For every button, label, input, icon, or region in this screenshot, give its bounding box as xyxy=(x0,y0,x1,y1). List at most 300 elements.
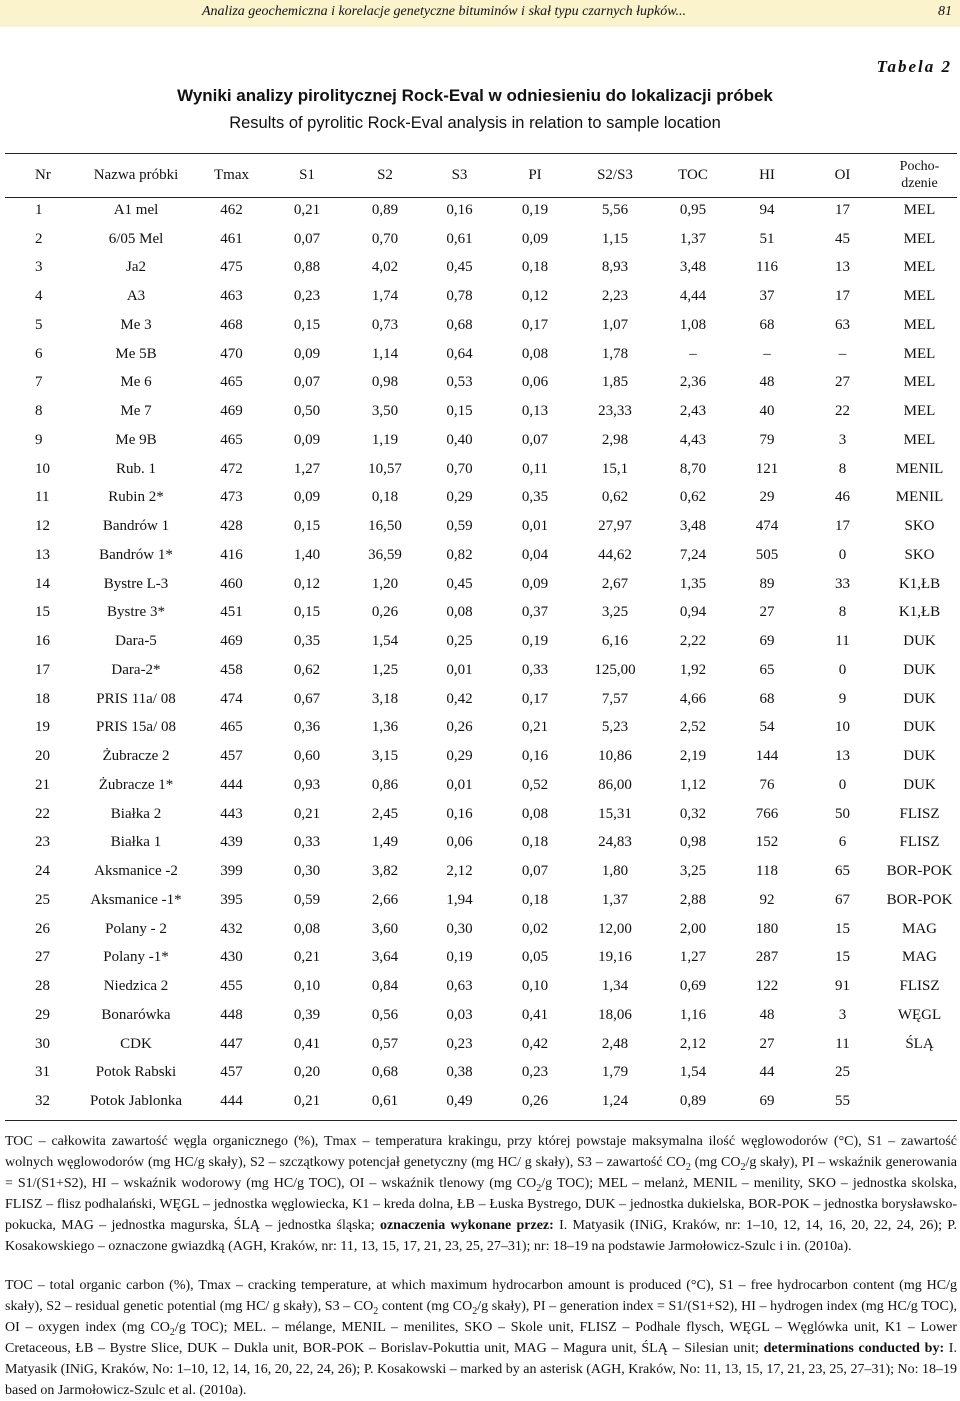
column-header-origin: Pocho- dzenie xyxy=(899,159,940,191)
cell-toc: 7,24 xyxy=(679,546,707,563)
cell-sample-name: Żubracze 2 xyxy=(102,748,170,765)
table-row xyxy=(5,886,957,915)
cell-origin: MEL xyxy=(903,374,936,391)
cell-s3: 0,08 xyxy=(446,604,473,621)
cell-nr: 4 xyxy=(35,288,43,305)
cell-toc: 2,36 xyxy=(679,374,707,391)
cell-sample-name: Potok Rabski xyxy=(95,1064,177,1081)
cell-origin: MENIL xyxy=(895,460,944,477)
cell-s2-s3: 1,07 xyxy=(601,316,629,333)
cell-s2-s3: 15,1 xyxy=(601,460,629,477)
cell-s1: 0,39 xyxy=(293,1006,321,1023)
cell-s2-s3: 2,48 xyxy=(601,1035,629,1052)
cell-origin: SKO xyxy=(904,518,935,535)
cell-s3: 0,29 xyxy=(446,748,473,765)
cell-s2-s3: 44,62 xyxy=(598,546,632,563)
cell-s1: 0,21 xyxy=(293,805,321,822)
cell-s1: 0,09 xyxy=(293,489,321,506)
cell-s1: 0,67 xyxy=(293,690,321,707)
cell-origin: MEL xyxy=(903,403,936,420)
cell-origin: MEL xyxy=(903,259,936,276)
cell-toc: 0,69 xyxy=(679,978,707,995)
cell-origin: BOR-POK xyxy=(886,891,953,908)
table-row xyxy=(5,254,957,283)
cell-toc: 4,43 xyxy=(679,431,707,448)
cell-hi: 48 xyxy=(759,374,775,391)
cell-oi: 65 xyxy=(835,863,850,880)
cell-s1: 1,40 xyxy=(293,546,321,563)
cell-nr: 2 xyxy=(35,230,43,247)
cell-tmax: 474 xyxy=(220,690,243,707)
cell-tmax: 455 xyxy=(220,978,243,995)
cell-s3: 0,16 xyxy=(446,201,473,218)
cell-s1: 0,50 xyxy=(293,403,321,420)
cell-oi: 8 xyxy=(838,460,847,477)
cell-tmax: 416 xyxy=(220,546,243,563)
cell-oi: – xyxy=(838,345,847,362)
cell-pi: 0,04 xyxy=(521,546,549,563)
cell-hi: 51 xyxy=(759,230,775,247)
table-bottom-rule xyxy=(5,1120,957,1121)
cell-toc: 0,62 xyxy=(679,489,707,506)
cell-origin: MAG xyxy=(901,949,937,966)
cell-pi: 0,18 xyxy=(521,259,549,276)
cell-s1: 0,15 xyxy=(293,316,321,333)
cell-origin: MENIL xyxy=(895,489,944,506)
cell-oi: 11 xyxy=(835,633,850,650)
cell-nr: 27 xyxy=(35,949,50,966)
cell-hi: 29 xyxy=(759,489,775,506)
table-row xyxy=(5,282,957,311)
cell-s1: 0,10 xyxy=(293,978,321,995)
cell-toc: 0,89 xyxy=(679,1093,707,1110)
cell-sample-name: Rub. 1 xyxy=(115,460,156,477)
cell-s1: 0,60 xyxy=(293,748,321,765)
cell-toc: 2,52 xyxy=(679,719,707,736)
cell-sample-name: 6/05 Mel xyxy=(108,230,164,247)
column-header-sample-name: Nazwa próbki xyxy=(93,166,179,183)
column-header-s3: S3 xyxy=(451,166,468,183)
cell-s3: 0,29 xyxy=(446,489,473,506)
cell-oi: 17 xyxy=(835,288,850,305)
cell-s2: 1,25 xyxy=(371,661,399,678)
cell-oi: 91 xyxy=(835,978,850,995)
table-label: Tabela 2 xyxy=(876,57,952,76)
cell-oi: 15 xyxy=(835,920,850,937)
cell-s2: 16,50 xyxy=(368,518,402,535)
cell-toc: 4,44 xyxy=(679,288,707,305)
cell-origin xyxy=(882,1059,957,1088)
cell-s3: 0,70 xyxy=(446,460,473,477)
cell-hi: 69 xyxy=(759,1093,775,1110)
cell-origin: FLISZ xyxy=(899,834,940,851)
table-title-english: Results of pyrolitic Rock-Eval analysis in relation to sample location xyxy=(229,114,721,132)
cell-s2: 3,60 xyxy=(371,920,399,937)
cell-hi: 92 xyxy=(759,891,775,908)
cell-s2: 1,54 xyxy=(371,633,399,650)
cell-hi: 69 xyxy=(759,633,775,650)
cell-s3: 0,61 xyxy=(446,230,473,247)
cell-tmax: 432 xyxy=(220,920,243,937)
cell-hi: 54 xyxy=(759,719,775,736)
cell-oi: 10 xyxy=(835,719,850,736)
cell-s2: 1,20 xyxy=(371,575,399,592)
cell-s1: 0,09 xyxy=(293,431,321,448)
cell-tmax: 468 xyxy=(220,316,243,333)
cell-nr: 16 xyxy=(35,633,50,650)
cell-origin: FLISZ xyxy=(899,805,940,822)
cell-origin: DUK xyxy=(903,661,936,678)
page-number: 81 xyxy=(938,4,952,19)
cell-hi: 474 xyxy=(755,518,779,535)
cell-hi: 94 xyxy=(759,201,775,218)
cell-oi: 13 xyxy=(835,259,850,276)
cell-tmax: 399 xyxy=(220,863,243,880)
cell-s2: 0,70 xyxy=(371,230,399,247)
cell-s1: 0,15 xyxy=(293,518,321,535)
cell-sample-name: A3 xyxy=(126,288,146,305)
cell-s2-s3: 1,79 xyxy=(601,1064,629,1081)
cell-s1: 0,15 xyxy=(293,604,321,621)
cell-toc: 1,12 xyxy=(679,776,707,793)
cell-oi: 0 xyxy=(838,661,847,678)
cell-s2: 1,49 xyxy=(371,834,399,851)
cell-toc: 3,48 xyxy=(679,518,707,535)
cell-nr: 23 xyxy=(35,834,50,851)
cell-sample-name: Me 3 xyxy=(120,316,152,333)
cell-toc: 1,92 xyxy=(679,661,707,678)
cell-hi: 79 xyxy=(759,431,775,448)
cell-tmax: 448 xyxy=(220,1006,243,1023)
cell-sample-name: Bystre 3* xyxy=(107,604,165,621)
cell-s3: 0,45 xyxy=(446,575,473,592)
table-row xyxy=(5,426,957,455)
cell-sample-name: Ja2 xyxy=(126,259,146,276)
cell-pi: 0,35 xyxy=(521,489,549,506)
cell-toc: 2,88 xyxy=(679,891,707,908)
cell-toc: 4,66 xyxy=(679,690,707,707)
cell-nr: 28 xyxy=(35,978,50,995)
cell-sample-name: Aksmanice -2 xyxy=(94,863,178,880)
cell-tmax: 463 xyxy=(220,288,243,305)
cell-s1: 0,30 xyxy=(293,863,321,880)
cell-s2-s3: 12,00 xyxy=(598,920,632,937)
cell-s3: 2,12 xyxy=(446,863,473,880)
cell-tmax: 457 xyxy=(220,748,243,765)
cell-s3: 0,45 xyxy=(446,259,473,276)
cell-s1: 0,23 xyxy=(293,288,321,305)
cell-s3: 0,59 xyxy=(446,518,473,535)
cell-s2-s3: 1,15 xyxy=(601,230,629,247)
cell-sample-name: Białka 2 xyxy=(110,805,162,822)
legend-english: TOC – total organic carbon (%), Tmax – cracking temperature, at which maximum hydrocarbon amount is produced (°C), S1 – free hydrocarbon content (mg HC/g skały), S2 – residual genetic potential (mg HC/ g skały), $S3 - CO_2$ content (mg $CO_2/g$ skały), PI – generation index = S1/(S1+S2), HI – hydrogen index (mg HC/g TOC), OI – oxygen index (mg $CO_2/g$ TOC); MEL. – mélange, MENIL – menilites, SKO – Skole unit, FLISZ – Podhale flysch, WĘGL – Węglówka unit, K1 – Lower Cretaceous, ŁB – Bystre Slice, DUK – Dukla unit, BOR-POK – Borislav-Pokuttia unit, MAG – Magura unit, ŚLĄ – Silesian unit; determinations conducted by: I. Matyasik (INiG, Kraków, No: 1–10, 12, 14, 16, 20, 22, 24, 26); P. Kosakowski – marked by an asterisk (AGH, Kraków, No: 11, 13, 15, 17, 21, 23, 25, 27–31); No: 18–19 based on Jarmołowicz-Szulc et al. (2010a). xyxy=(5,1278,957,1398)
cell-tmax: 430 xyxy=(220,949,243,966)
cell-sample-name: Białka 1 xyxy=(110,834,162,851)
cell-sample-name: Dara-5 xyxy=(115,633,157,650)
cell-s2-s3: 5,23 xyxy=(601,719,629,736)
cell-origin: DUK xyxy=(903,690,936,707)
cell-toc: 1,16 xyxy=(679,1006,707,1023)
running-header xyxy=(0,0,960,27)
cell-s2: 3,64 xyxy=(371,949,399,966)
cell-oi: 9 xyxy=(838,690,847,707)
cell-oi: 17 xyxy=(835,518,850,535)
cell-s1: 0,35 xyxy=(293,633,321,650)
cell-sample-name: CDK xyxy=(120,1035,152,1052)
cell-pi: 0,33 xyxy=(521,661,549,678)
cell-hi: 122 xyxy=(755,978,779,995)
cell-s2: 0,86 xyxy=(371,776,399,793)
cell-s2: 3,82 xyxy=(371,863,399,880)
cell-tmax: 470 xyxy=(220,345,243,362)
table-row xyxy=(5,944,957,973)
cell-toc: 1,37 xyxy=(679,230,707,247)
cell-toc: 0,94 xyxy=(679,604,707,621)
cell-sample-name: Bystre L-3 xyxy=(103,575,169,592)
table-header-row xyxy=(5,154,957,196)
cell-sample-name: Me 5B xyxy=(115,345,157,362)
cell-nr: 22 xyxy=(35,805,50,822)
cell-s1: 0,62 xyxy=(293,661,321,678)
cell-nr: 26 xyxy=(35,920,50,937)
cell-oi: 45 xyxy=(835,230,850,247)
cell-oi: 25 xyxy=(835,1064,850,1081)
table-row xyxy=(5,972,957,1001)
cell-pi: 0,52 xyxy=(521,776,549,793)
cell-hi: 152 xyxy=(755,834,779,851)
cell-origin: K1,ŁB xyxy=(898,575,941,592)
cell-pi: 0,12 xyxy=(521,288,549,305)
cell-hi: 89 xyxy=(759,575,775,592)
cell-pi: 0,21 xyxy=(521,719,549,736)
cell-pi: 0,18 xyxy=(521,891,549,908)
cell-oi: 50 xyxy=(835,805,850,822)
cell-s1: 0,21 xyxy=(293,1093,321,1110)
cell-sample-name: Me 6 xyxy=(120,374,152,391)
cell-nr: 19 xyxy=(35,719,50,736)
cell-toc: 1,35 xyxy=(679,575,707,592)
cell-s2-s3: 1,37 xyxy=(601,891,629,908)
cell-s2-s3: 5,56 xyxy=(601,201,629,218)
cell-tmax: 469 xyxy=(220,633,243,650)
cell-sample-name: Me 9B xyxy=(115,431,157,448)
table-row xyxy=(5,800,957,829)
cell-pi: 0,10 xyxy=(521,978,549,995)
cell-s2-s3: 7,57 xyxy=(601,690,629,707)
cell-s2: 10,57 xyxy=(368,460,402,477)
cell-origin: ŚLĄ xyxy=(905,1035,934,1052)
cell-s2-s3: 1,85 xyxy=(601,374,629,391)
cell-oi: 22 xyxy=(835,403,850,420)
cell-s2-s3: 6,16 xyxy=(601,633,629,650)
cell-s2: 0,89 xyxy=(371,201,399,218)
cell-sample-name: PRIS 11a/ 08 xyxy=(96,690,176,707)
cell-origin: DUK xyxy=(903,776,936,793)
table-row xyxy=(5,225,957,254)
cell-sample-name: Dara-2* xyxy=(111,661,161,678)
cell-s2-s3: 15,31 xyxy=(598,805,632,822)
cell-sample-name: A1 mel xyxy=(113,201,159,218)
cell-oi: 55 xyxy=(835,1093,850,1110)
cell-pi: 0,18 xyxy=(521,834,549,851)
cell-tmax: 451 xyxy=(220,604,243,621)
cell-origin: WĘGL xyxy=(897,1006,942,1023)
cell-toc: 2,00 xyxy=(679,920,707,937)
cell-nr: 17 xyxy=(35,661,50,678)
cell-s3: 0,49 xyxy=(446,1093,473,1110)
cell-origin: MEL xyxy=(903,431,936,448)
cell-pi: 0,13 xyxy=(521,403,549,420)
cell-sample-name: Aksmanice -1* xyxy=(90,891,182,908)
cell-pi: 0,17 xyxy=(521,690,549,707)
cell-s2-s3: 2,23 xyxy=(601,288,629,305)
cell-sample-name: Niedzica 2 xyxy=(103,978,169,995)
cell-origin: BOR-POK xyxy=(886,863,953,880)
cell-nr: 8 xyxy=(35,403,43,420)
cell-nr: 25 xyxy=(35,891,50,908)
cell-oi: 8 xyxy=(838,604,847,621)
cell-oi: 13 xyxy=(835,748,850,765)
cell-s2: 0,84 xyxy=(371,978,399,995)
table-row xyxy=(5,714,957,743)
running-title: Analiza geochemiczna i korelacje genetyczne bituminów i skał typu czarnych łupków... xyxy=(202,4,687,19)
cell-s3: 0,23 xyxy=(446,1035,473,1052)
cell-origin: MEL xyxy=(903,316,936,333)
cell-s3: 0,01 xyxy=(446,661,473,678)
cell-s2: 0,57 xyxy=(371,1035,399,1052)
cell-tmax: 473 xyxy=(220,489,243,506)
cell-toc: 2,22 xyxy=(679,633,707,650)
cell-oi: 0 xyxy=(838,546,847,563)
cell-pi: 0,07 xyxy=(521,863,549,880)
cell-pi: 0,16 xyxy=(521,748,549,765)
cell-tmax: 475 xyxy=(220,259,243,276)
cell-hi: 766 xyxy=(755,805,779,822)
cell-s2: 0,98 xyxy=(371,374,399,391)
cell-s3: 0,68 xyxy=(446,316,473,333)
cell-s2-s3: 18,06 xyxy=(598,1006,632,1023)
cell-tmax: 444 xyxy=(220,776,243,793)
cell-sample-name: PRIS 15a/ 08 xyxy=(95,719,176,736)
cell-pi: 0,19 xyxy=(521,201,549,218)
cell-toc: 0,95 xyxy=(679,201,707,218)
cell-pi: 0,26 xyxy=(521,1093,549,1110)
cell-pi: 0,37 xyxy=(521,604,549,621)
cell-pi: 0,05 xyxy=(521,949,549,966)
cell-tmax: 465 xyxy=(220,431,243,448)
table-row xyxy=(5,455,957,484)
cell-oi: 15 xyxy=(835,949,850,966)
cell-pi: 0,11 xyxy=(522,460,548,477)
cell-tmax: 428 xyxy=(220,518,243,535)
cell-s2-s3: 27,97 xyxy=(598,518,632,535)
cell-origin: SKO xyxy=(904,546,935,563)
table-row xyxy=(5,196,957,225)
cell-s2: 36,59 xyxy=(368,546,402,563)
cell-s3: 0,06 xyxy=(446,834,473,851)
column-header-s1: S1 xyxy=(299,166,315,183)
cell-hi: 65 xyxy=(759,661,775,678)
cell-s1: 0,21 xyxy=(293,949,321,966)
cell-oi: 27 xyxy=(835,374,850,391)
cell-s3: 0,53 xyxy=(446,374,473,391)
cell-s2: 3,18 xyxy=(371,690,399,707)
table-row xyxy=(5,599,957,628)
cell-s2-s3: 19,16 xyxy=(598,949,632,966)
cell-hi: 40 xyxy=(759,403,775,420)
column-header-oi: OI xyxy=(834,166,851,183)
table-row xyxy=(5,1087,957,1116)
cell-tmax: 462 xyxy=(220,201,243,218)
table-body xyxy=(5,196,957,1116)
cell-s1: 0,12 xyxy=(293,575,321,592)
cell-origin: MAG xyxy=(901,920,937,937)
table-row xyxy=(5,1001,957,1030)
table-row xyxy=(5,829,957,858)
table-row xyxy=(5,627,957,656)
cell-pi: 0,09 xyxy=(521,575,549,592)
cell-oi: 67 xyxy=(835,891,850,908)
cell-oi: 11 xyxy=(835,1035,850,1052)
cell-toc: 1,54 xyxy=(679,1064,707,1081)
cell-s3: 0,16 xyxy=(446,805,473,822)
cell-nr: 9 xyxy=(35,431,43,448)
cell-sample-name: Potok Jablonka xyxy=(89,1093,183,1110)
cell-s3: 0,42 xyxy=(446,690,473,707)
cell-pi: 0,19 xyxy=(521,633,549,650)
column-header-pi: PI xyxy=(528,166,542,183)
cell-s3: 0,82 xyxy=(446,546,473,563)
cell-hi: 48 xyxy=(759,1006,775,1023)
cell-hi: 180 xyxy=(755,920,779,937)
table-row xyxy=(5,857,957,886)
cell-hi: 27 xyxy=(759,1035,775,1052)
column-header-toc: TOC xyxy=(678,166,708,183)
cell-toc: 3,25 xyxy=(679,863,707,880)
cell-s3: 0,19 xyxy=(446,949,473,966)
table-row xyxy=(5,1059,957,1088)
cell-nr: 29 xyxy=(35,1006,50,1023)
table-row xyxy=(5,541,957,570)
cell-sample-name: Polany - 2 xyxy=(105,920,167,937)
table-row xyxy=(5,512,957,541)
cell-s2-s3: 2,98 xyxy=(601,431,629,448)
cell-s1: 0,88 xyxy=(293,259,321,276)
cell-origin: MEL xyxy=(903,230,936,247)
cell-s2: 0,73 xyxy=(371,316,399,333)
cell-s2-s3: 1,78 xyxy=(601,345,629,362)
cell-toc: 2,12 xyxy=(679,1035,707,1052)
cell-s2: 0,18 xyxy=(371,489,399,506)
cell-s2: 1,74 xyxy=(371,288,399,305)
cell-s2-s3: 125,00 xyxy=(594,661,636,678)
cell-hi: 121 xyxy=(755,460,779,477)
cell-hi: 37 xyxy=(759,288,775,305)
cell-pi: 0,01 xyxy=(521,518,549,535)
cell-s2: 0,61 xyxy=(371,1093,399,1110)
cell-tmax: 460 xyxy=(220,575,243,592)
cell-s2-s3: 1,34 xyxy=(601,978,629,995)
cell-oi: 0 xyxy=(838,776,847,793)
table-row xyxy=(5,311,957,340)
cell-oi: 3 xyxy=(838,1006,847,1023)
cell-s1: 0,21 xyxy=(293,201,321,218)
cell-tmax: 447 xyxy=(220,1035,243,1052)
cell-s2: 2,45 xyxy=(371,805,399,822)
cell-pi: 0,42 xyxy=(521,1035,549,1052)
cell-s3: 0,40 xyxy=(446,431,473,448)
cell-s3: 0,64 xyxy=(446,345,473,362)
